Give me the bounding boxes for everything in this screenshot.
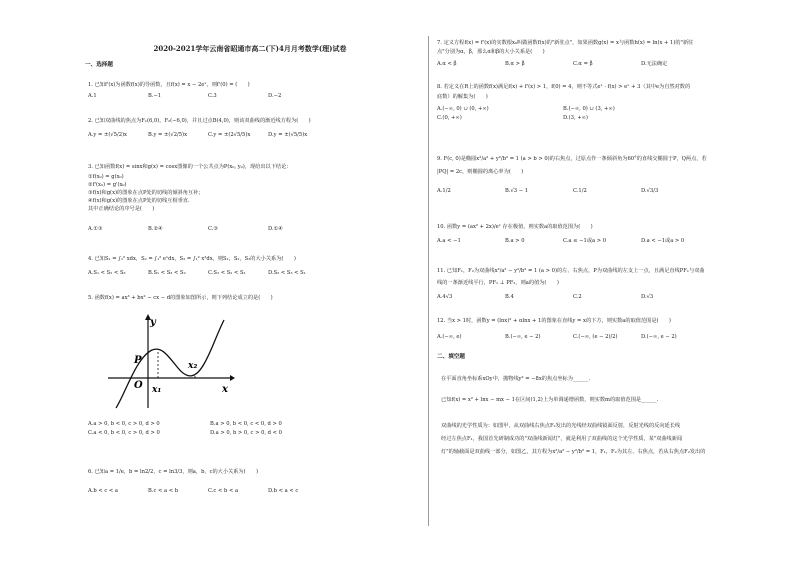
- y-axis-label: y: [150, 317, 156, 328]
- function-curve: [116, 320, 224, 408]
- fill-question-2: 已知f(x) = x² + lnx − mx − 1在区间(1,2)上为单调递增函数，则实数m的取值范围是______.: [441, 397, 659, 403]
- option-d[interactable]: D.无法确定: [641, 61, 668, 67]
- option-a[interactable]: A.a < −1: [437, 238, 461, 244]
- option-d[interactable]: D.√3: [641, 294, 654, 300]
- question-5-options-row1: [88, 421, 282, 429]
- question-3-item-1: ①f(x₀) = g(x₀): [88, 174, 124, 180]
- exam-title: 2020-2021学年云南省昭通市高二(下)4月月考数学(理)试卷: [153, 44, 347, 53]
- question-12-stem: 12. 当x > 1时，函数y = (lnx)² + αlnx + 1的图象在直线y = x的下方，则实数a的取值范围是( ): [437, 318, 671, 324]
- section-fill-heading: 二、填空题: [437, 354, 465, 360]
- question-1-stem: 1. 已知f'(x)为函数f(x)的导函数，且f(x) = x − 2eˣ，则f'(0) = ( ): [88, 82, 250, 88]
- option-a[interactable]: A.1: [88, 93, 97, 99]
- point-p-label: P: [134, 355, 142, 366]
- question-2-options: [88, 132, 328, 140]
- option-d[interactable]: D.S₂ < S₃ < S₁: [268, 270, 306, 276]
- fill-question-3-line1: 双曲线的光学性质为：如图甲，从双曲线右焦点F₂发出的光线经双曲线镜面反射，反射光线的反向延长线: [441, 423, 681, 429]
- question-4-stem: 4. 已知S₁ = ∫₁² xdx，S₂ = ∫₁² eˣdx，S₃ = ∫₁² x²dx，则S₁，S₂，S₃的大小关系为( ): [88, 256, 296, 262]
- option-d[interactable]: D.√3/3: [641, 188, 659, 194]
- option-c[interactable]: C.a < 0, b < 0, c > 0, d > 0: [88, 430, 160, 436]
- option-c[interactable]: C.a ≤ −1或a > 0: [563, 238, 607, 244]
- option-d[interactable]: D.a < −1或a > 0: [641, 238, 685, 244]
- column-divider: [428, 36, 429, 526]
- fill-question-3-line2: 经过左焦点F₁，我国首先研制成功的"双曲线新闻灯"，就是利用了双曲线的这个光学性质，某"双曲线新闻: [441, 436, 683, 442]
- option-c[interactable]: C.③: [208, 226, 219, 232]
- question-9-stem-line1: 9. F(c, 0)是椭圆x²/a² + y²/b² = 1 (a > b > 0)的右焦点，过原点作一条倾斜角为60°的直线交椭圆于P，Q两点，若: [437, 156, 707, 162]
- option-d[interactable]: D.−2: [268, 93, 282, 99]
- option-b[interactable]: B.(−∞, e − 2): [505, 334, 541, 340]
- question-9-stem-line2: |PQ| = 2c，则椭圆的离心率为( ): [437, 169, 524, 175]
- x-axis-arrow-icon: [230, 375, 235, 381]
- question-5-graph: [104, 312, 236, 410]
- question-8-options-row2: [437, 115, 588, 123]
- option-d[interactable]: D.a > 0, b > 0, c > 0, d < 0: [210, 430, 282, 436]
- option-c[interactable]: C.1/2: [573, 188, 587, 194]
- option-c[interactable]: C.α = β: [573, 61, 593, 67]
- option-b[interactable]: B.α > β: [505, 61, 525, 67]
- question-1-options: [88, 93, 328, 101]
- option-a[interactable]: A.a > 0, b < 0, c > 0, d > 0: [88, 421, 160, 427]
- option-a[interactable]: A.(−∞, e): [437, 334, 462, 340]
- origin-label: O: [134, 380, 143, 391]
- question-7-stem-line2: 点"分别为α，β，那么α和β的大小关系是( ): [437, 49, 545, 55]
- option-b[interactable]: B.②④: [148, 226, 163, 232]
- question-8-stem-line1: 8. 若定义在R上的函数f(x)满足f(x) + f'(x) > 1，f(0) = 4，则不等式eˣ · f(x) > eˣ + 3（其中e为自然对数的: [437, 84, 691, 90]
- question-5-options-row2: [88, 430, 282, 438]
- option-b[interactable]: B.4: [505, 294, 514, 300]
- question-3-stem: 3. 已知函数f(x) = sinx和g(x) = cosx图像的一个公共点为P(x₀, y₀)，现给出以下结论：: [88, 164, 292, 170]
- option-a[interactable]: A.S₁ < S₂ < S₃: [88, 270, 126, 276]
- question-10-stem: 10. 函数y = (ax² + 2x)/eˣ 存在极值，则实数a的取值范围为( ): [437, 224, 593, 230]
- option-a[interactable]: A.y = ±(√5/2)x: [88, 132, 127, 138]
- question-5-stem: 5. 函数f(x) = ax³ + bx² − cx − d的图象如图所示，则下列结论成立的是( ): [88, 295, 273, 301]
- option-b[interactable]: B.c < a < b: [148, 488, 179, 494]
- question-6-options: [88, 488, 328, 496]
- option-b[interactable]: B.a > 0: [505, 238, 525, 244]
- question-10-options: [437, 238, 684, 246]
- question-11-options: [437, 294, 709, 302]
- fill-question-3-line3: 灯"的轴截面是双曲线一部分，如图乙，其方程为x²/a² − y²/b² = 1，F₁，F₂为其左、右焦点，若从右焦点F₂发出的: [441, 449, 706, 455]
- option-d[interactable]: D.(−∞, e − 2): [641, 334, 677, 340]
- option-a[interactable]: A.4√3: [437, 294, 453, 300]
- question-2-stem: 2. 已知双曲线的焦点为F₁(6,0)，F₂(−6,0)，并且过点B(4,0)，则该双曲线的渐近线方程为( ): [88, 118, 311, 124]
- question-11-stem-line2: 线的一条渐近线平行，PF₁ ⊥ PF₂，则a的值为( ): [437, 280, 559, 286]
- option-d[interactable]: D.①④: [268, 226, 283, 232]
- question-9-options: [437, 188, 709, 196]
- question-3-prompt: 其中正确结论的序号是( ): [88, 206, 155, 212]
- x2-label: x₂: [188, 361, 198, 371]
- option-a[interactable]: A.α < β: [437, 61, 457, 67]
- option-a[interactable]: A.(−∞, 0) ∪ (0, +∞): [437, 106, 489, 112]
- option-c[interactable]: C.(0, +∞): [437, 115, 462, 121]
- question-7-options: [437, 61, 709, 69]
- option-c[interactable]: C.c < b < a: [208, 488, 239, 494]
- option-c[interactable]: C.(−∞, (e − 2)/2): [573, 334, 618, 340]
- question-12-options: [437, 334, 709, 342]
- option-a[interactable]: A.①③: [88, 226, 103, 232]
- option-c[interactable]: C.2: [573, 294, 582, 300]
- option-b[interactable]: B.S₁ < S₃ < S₂: [148, 270, 186, 276]
- option-a[interactable]: A.b < c < a: [88, 488, 119, 494]
- option-b[interactable]: B.a > 0, b < 0, c < 0, d > 0: [210, 421, 282, 427]
- option-b[interactable]: B.(−∞, 0) ∪ (3, +∞): [563, 106, 615, 112]
- x1-label: x₁: [152, 385, 162, 395]
- question-11-stem-line1: 11. 已知F₁，F₂为双曲线x²/a² − y²/b² = 1 (a > 0)的左、右焦点，P为双曲线的左支上一点，且满足直线PF₁与双曲: [437, 268, 705, 274]
- option-b[interactable]: B.−1: [148, 93, 162, 99]
- option-d[interactable]: D.b < a < c: [268, 488, 299, 494]
- question-8-options-row1: [437, 106, 615, 114]
- option-b[interactable]: B.√3 − 1: [505, 188, 529, 194]
- x-axis-label: x: [222, 384, 228, 395]
- option-d[interactable]: D.(3, +∞): [563, 115, 588, 121]
- question-4-options: [88, 270, 328, 278]
- question-3-item-2: ②f'(x₀) = g'(x₀): [88, 182, 127, 188]
- question-8-stem-line2: 底数）的解集为( ): [437, 94, 488, 100]
- question-7-stem-line1: 7. 定义方程f(x) = f'(x)的实数根x₀叫做函数f(x)的"新驻点"，如果函数g(x) = x与函数h(x) = ln(x + 1)的"新驻: [437, 40, 694, 46]
- option-c[interactable]: C.y = ±(2√5/5)x: [208, 132, 251, 138]
- option-c[interactable]: C.S₃ < S₂ < S₁: [208, 270, 246, 276]
- fill-question-1: 在平面直角坐标系xOy中，抛物线y² = −8x的焦点坐标为______.: [441, 376, 591, 382]
- section-choice-heading: 一、选择题: [85, 62, 113, 68]
- option-d[interactable]: D.y = ±(√5/5)x: [268, 132, 308, 138]
- question-3-item-4: ④f(x)和g(x)的图象在点P处的切线互相垂直.: [88, 198, 190, 204]
- option-b[interactable]: B.y = ±(√2/5)x: [148, 132, 188, 138]
- question-6-stem: 6. 已知a = 1/e，b = ln2/2，c = ln3/3，则a，b，c的大小关系为( ): [88, 469, 259, 475]
- question-3-item-3: ③f(x)和g(x)的图象在点P处的切线的倾斜角互补；: [88, 190, 204, 196]
- option-c[interactable]: C.3: [208, 93, 217, 99]
- option-a[interactable]: A.1/2: [437, 188, 451, 194]
- question-3-options: [88, 226, 328, 234]
